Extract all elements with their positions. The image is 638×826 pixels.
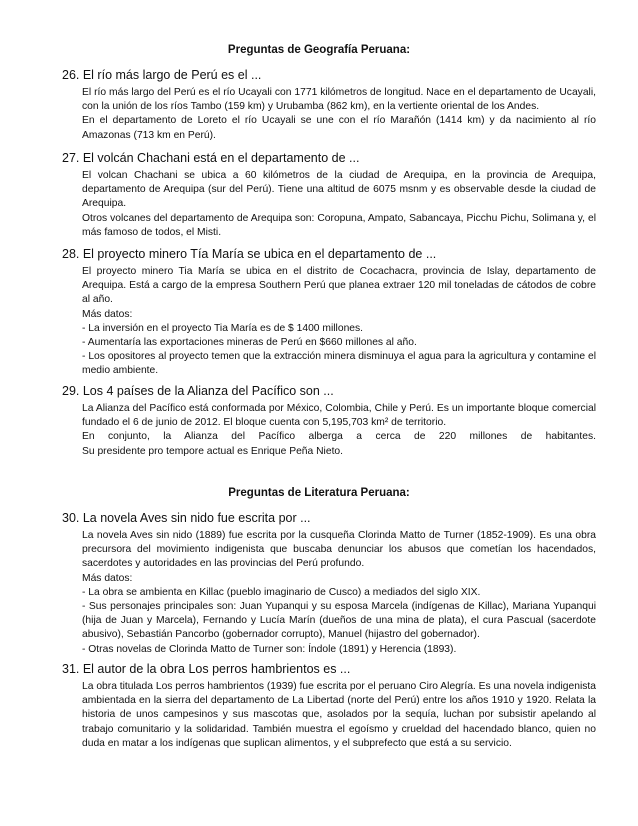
answer-paragraph: - Sus personajes principales son: Juan Yupanqui y su esposa Marcela (indígenas de Killac), Mariana Yupanqui (hija de Juan y Marcela), Fernando y Lucía Marín (dueños de una mina de plata), el cura Pascual (sacerdote abusivo), Sebastián Pancorbo (gobernador corrupto), Manuel (hijastro del gobernador). (82, 601, 596, 641)
question-31-title: 31. El autor de la obra Los perros hambrientos es ... (62, 662, 351, 676)
question-26-answer (82, 86, 596, 143)
answer-paragraph: El río más largo del Perú es el río Ucayali con 1771 kilómetros de longitud. Nace en el departamento de Ucayali, con la unión de los ríos Tambo (159 km) y Urubamba (862 km), en la vertiente oriental de los Andes. (82, 87, 596, 113)
question-27 (62, 151, 596, 240)
answer-paragraph: El proyecto minero Tia María se ubica en el distrito de Cocachacra, provincia de Islay, departamento de Arequipa. Está a cargo de la empresa Southern Perú que planea extraer 120 mil toneladas de cátodos de cobre al año. (82, 266, 596, 306)
answer-paragraph: - Aumentaría las exportaciones mineras de Perú en $660 millones al año. (82, 337, 417, 349)
question-28-answer (82, 265, 596, 379)
answer-paragraph: Más datos: (82, 572, 133, 584)
question-30-answer (82, 529, 596, 657)
answer-paragraph: En conjunto, la Alianza del Pacífico alberga a cerca de 220 millones de habitantes. (82, 431, 596, 443)
question-28-title: 28. El proyecto minero Tía María se ubica en el departamento de ... (62, 247, 437, 261)
answer-paragraph: En el departamento de Loreto el río Ucayali se une con el río Marañón (1414 km) y da nacimiento al río Amazonas (713 km en Perú). (82, 115, 596, 141)
question-30 (62, 511, 596, 657)
answer-paragraph: - La obra se ambienta en Killac (pueblo imaginario de Cusco) a mediados del siglo XIX. (82, 586, 481, 598)
answer-paragraph: La Alianza del Pacífico está conformada por México, Colombia, Chile y Perú. Es un importante bloque comercial fundado el 6 de junio de 2012. El bloque cuenta con 5,195,703 km² de territorio. (82, 403, 596, 429)
question-29-title: 29. Los 4 países de la Alianza del Pacífico son ... (62, 384, 334, 398)
literature-section-title: Preguntas de Literatura Peruana: (228, 487, 410, 499)
answer-paragraph: Otros volcanes del departamento de Arequipa son: Coropuna, Ampato, Sabancaya, Picchu Pichu, Solimana y, el más famoso de todos, el Misti. (82, 212, 596, 238)
question-27-title: 27. El volcán Chachani está en el departamento de ... (62, 151, 360, 165)
answer-paragraph: - Los opositores al proyecto temen que la extracción minera disminuya el agua para la agricultura y contamine el medio ambiente. (82, 351, 596, 377)
geography-section-title: Preguntas de Geografía Peruana: (227, 44, 411, 56)
question-31 (62, 662, 596, 751)
answer-paragraph: La obra titulada Los perros hambrientos (1939) fue escrita por el peruano Ciro Alegría. Es una novela indigenista ambientada en la sierra del departamento de La Libertad (norte del Perú) entre los años 1910 y 1920. Relata la historia de unos campesinos y sus mascotas que, asolados por la sequía, luchan por subsistir apelando al trabajo comunitario y la solidaridad. También muestra el egoísmo y crueldad del hacendado blanco, quien no duda en matar a los indígenas que suplican alimentos, y el subprefecto que está a su servicio. (82, 681, 597, 749)
question-28 (62, 247, 596, 379)
question-27-answer (82, 169, 596, 240)
answer-paragraph: - Otras novelas de Clorinda Matto de Turner son: Índole (1891) y Herencia (1893). (82, 643, 457, 655)
question-29 (62, 384, 596, 459)
answer-paragraph: Más datos: (82, 308, 133, 320)
answer-paragraph: - La inversión en el proyecto Tia María es de $ 1400 millones. (82, 322, 364, 334)
question-30-title: 30. La novela Aves sin nido fue escrita por ... (62, 511, 311, 525)
question-31-answer (82, 680, 596, 751)
answer-paragraph: Su presidente pro tempore actual es Enrique Peña Nieto. (82, 445, 344, 457)
question-29-answer (82, 402, 596, 459)
question-26-title: 26. El río más largo de Perú es el ... (62, 68, 262, 82)
answer-paragraph: El volcan Chachani se ubica a 60 kilómetros de la ciudad de Arequipa, en la provincia de Arequipa, departamento de Arequipa (sur del Perú). Tiene una altitud de 6075 msnm y es observable desde la ciudad de Arequipa. (82, 170, 596, 210)
question-26 (62, 68, 596, 143)
answer-paragraph: La novela Aves sin nido (1889) fue escrita por la cusqueña Clorinda Matto de Turner (1852-1909). Es una obra precursora del movimiento indigenista que buscaba denunciar los abusos que cometían los hacendados, sacerdotes y autoridades en las provincias del Perú profundo. (82, 530, 596, 570)
